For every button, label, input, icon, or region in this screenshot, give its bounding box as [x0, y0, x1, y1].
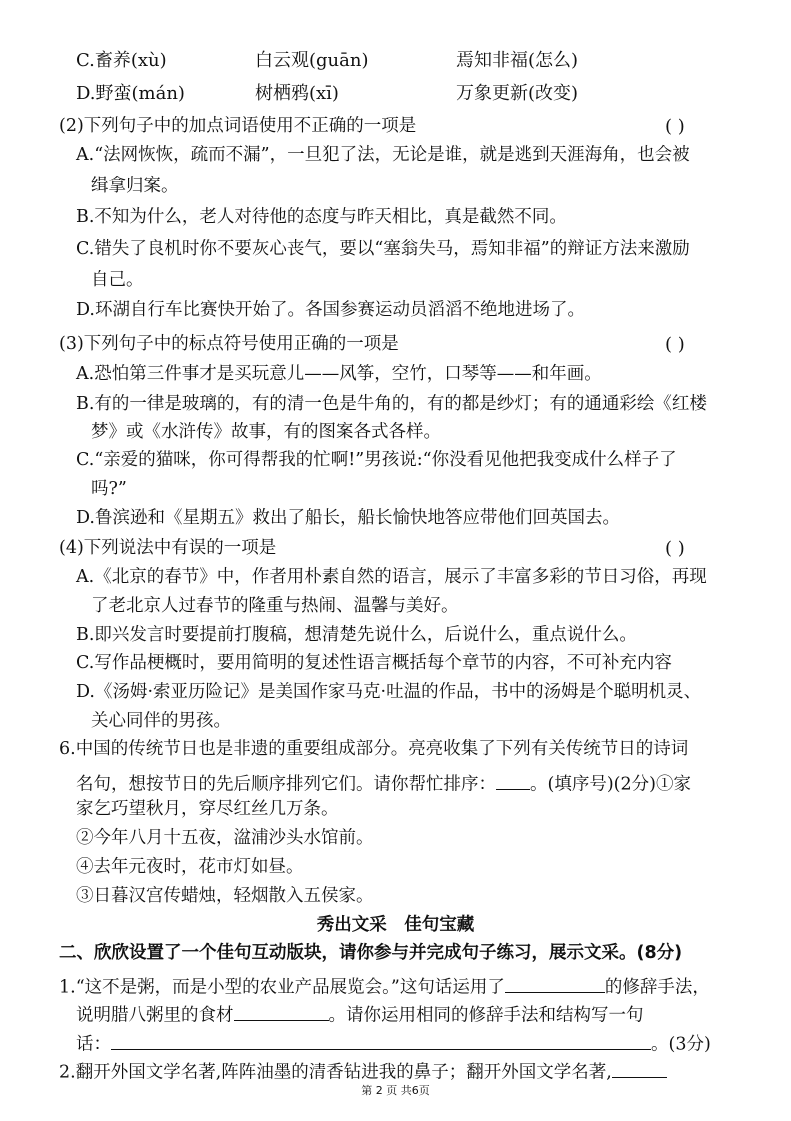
s1-line3 [76, 1031, 711, 1054]
q2-option-d: D.环湖自行车比赛快开始了。各国参赛运动员滔滔不绝地进场了。 [76, 300, 585, 320]
option-d-item2: 树栖鸦(xī) [255, 83, 339, 104]
s1-line1-text-a: 1.“这不是粥，而是小型的农业产品展览会。”这句话运用了 [59, 977, 505, 998]
s2-blank[interactable] [612, 1059, 667, 1078]
q3-option-c-line2: 吗?” [91, 479, 127, 499]
s1-line2 [76, 1002, 644, 1025]
q6-line2-text-b: 。(填序号)(2分)①家 [530, 774, 691, 795]
q4-option-d-line1: D.《汤姆·索亚历险记》是美国作家马克·吐温的作品，书中的汤姆是个聪明机灵、 [76, 682, 702, 702]
q3-option-c-line1: C.“亲爱的猫咪，你可得帮我的忙啊!”男孩说:“你没看见他把我变成什么样子了 [76, 450, 677, 470]
s1-ingredient-blank[interactable] [234, 1002, 329, 1021]
q6-order-blank[interactable] [496, 771, 530, 790]
option-c-item2: 白云观(guān) [255, 50, 369, 71]
page-footer: 第 2 页 共6页 [361, 1084, 430, 1097]
q2-stem: (2)下列句子中的加点词语使用不正确的一项是 [59, 116, 417, 136]
q3-option-a: A.恐怕第三件事才是买玩意儿——风筝，空竹，口琴等——和年画。 [76, 364, 602, 384]
s1-line2-text-a: 说明腊八粥里的食材 [76, 1005, 234, 1026]
q2-answer-paren[interactable]: ( ) [665, 116, 685, 137]
q6-line3: 家乞巧望秋月，穿尽红丝几万条。 [76, 799, 339, 819]
option-d-item3: 万象更新(改变) [456, 83, 579, 104]
q2-option-b: B.不知为什么，老人对待他的态度与昨天相比，真是截然不同。 [76, 207, 567, 227]
s1-line2-text-b: 。请你运用相同的修辞手法和结构写一句 [328, 1005, 644, 1026]
q2-option-c-line2: 自己。 [91, 270, 144, 290]
s1-line1 [59, 974, 710, 997]
q6-line1: 6.中国的传统节日也是非遗的重要组成部分。亮亮收集了下列有关传统节日的诗词 [59, 739, 689, 759]
q3-option-b-line2: 梦》或《水浒传》故事，有的图案各式各样。 [91, 422, 441, 442]
q4-answer-paren[interactable]: ( ) [665, 538, 685, 559]
q3-option-d: D.鲁滨逊和《星期五》救出了船长，船长愉快地答应带他们回英国去。 [76, 508, 620, 528]
q4-option-a-line2: 了老北京人过春节的隆重与热闹、温馨与美好。 [91, 596, 459, 616]
q2-option-a-line1: A.“法网恢恢，疏而不漏”，一旦犯了法，无论是谁，就是逃到天涯海角，也会被 [76, 145, 690, 165]
q4-option-c: C.写作品梗概时，要用简明的复述性语言概括每个章节的内容，不可补充内容 [76, 653, 672, 673]
s1-sentence-blank[interactable] [111, 1031, 651, 1050]
s1-line3-text-a: 话： [76, 1034, 111, 1055]
option-c-item1: C.畜养(xù) [76, 50, 167, 71]
q4-option-a-line1: A.《北京的春节》中，作者用朴素自然的语言，展示了丰富多彩的节日习俗，再现 [76, 567, 707, 587]
q6-line2 [76, 771, 691, 794]
q6-poem-3: ③日暮汉宫传蜡烛，轻烟散入五侯家。 [76, 886, 374, 906]
q3-option-b-line1: B.有的一律是玻璃的，有的清一色是牛角的，有的都是纱灯；有的通通彩绘《红楼 [76, 394, 707, 414]
q2-option-c-line1: C.错失了良机时你不要灰心丧气，要以“塞翁失马，焉知非福”的辩证方法来激励 [76, 239, 690, 259]
q3-answer-paren[interactable]: ( ) [665, 334, 685, 355]
section-heading: 二、欣欣设置了一个佳句互动版块，请你参与并完成句子练习，展示文采。(8分) [59, 943, 683, 963]
option-d-item1: D.野蛮(mán) [76, 83, 185, 104]
s2-line1 [59, 1059, 667, 1082]
q6-poem-2: ②今年八月十五夜，湓浦沙头水馆前。 [76, 828, 374, 848]
q4-option-b: B.即兴发言时要提前打腹稿，想清楚先说什么，后说什么，重点说什么。 [76, 625, 637, 645]
q4-option-d-line2: 关心同伴的男孩。 [91, 711, 231, 731]
q3-stem: (3)下列句子中的标点符号使用正确的一项是 [59, 334, 399, 354]
q4-stem: (4)下列说法中有误的一项是 [59, 538, 277, 558]
q6-line2-text-a: 名句，想按节日的先后顺序排列它们。请你帮忙排序： [76, 774, 496, 795]
section-title: 秀出文采 佳句宝藏 [316, 915, 475, 935]
s2-line1-text-a: 2.翻开外国文学名著,阵阵油墨的清香钻进我的鼻子；翻开外国文学名著, [59, 1062, 612, 1083]
s1-line3-text-b: 。(3分) [651, 1034, 711, 1055]
q2-option-a-line2: 缉拿归案。 [91, 176, 179, 196]
s1-rhetoric-blank[interactable] [505, 974, 605, 993]
s1-line1-text-b: 的修辞手法， [604, 977, 710, 998]
q6-poem-4: ④去年元夜时，花市灯如昼。 [76, 857, 304, 877]
option-c-item3: 焉知非福(怎么) [456, 50, 579, 71]
